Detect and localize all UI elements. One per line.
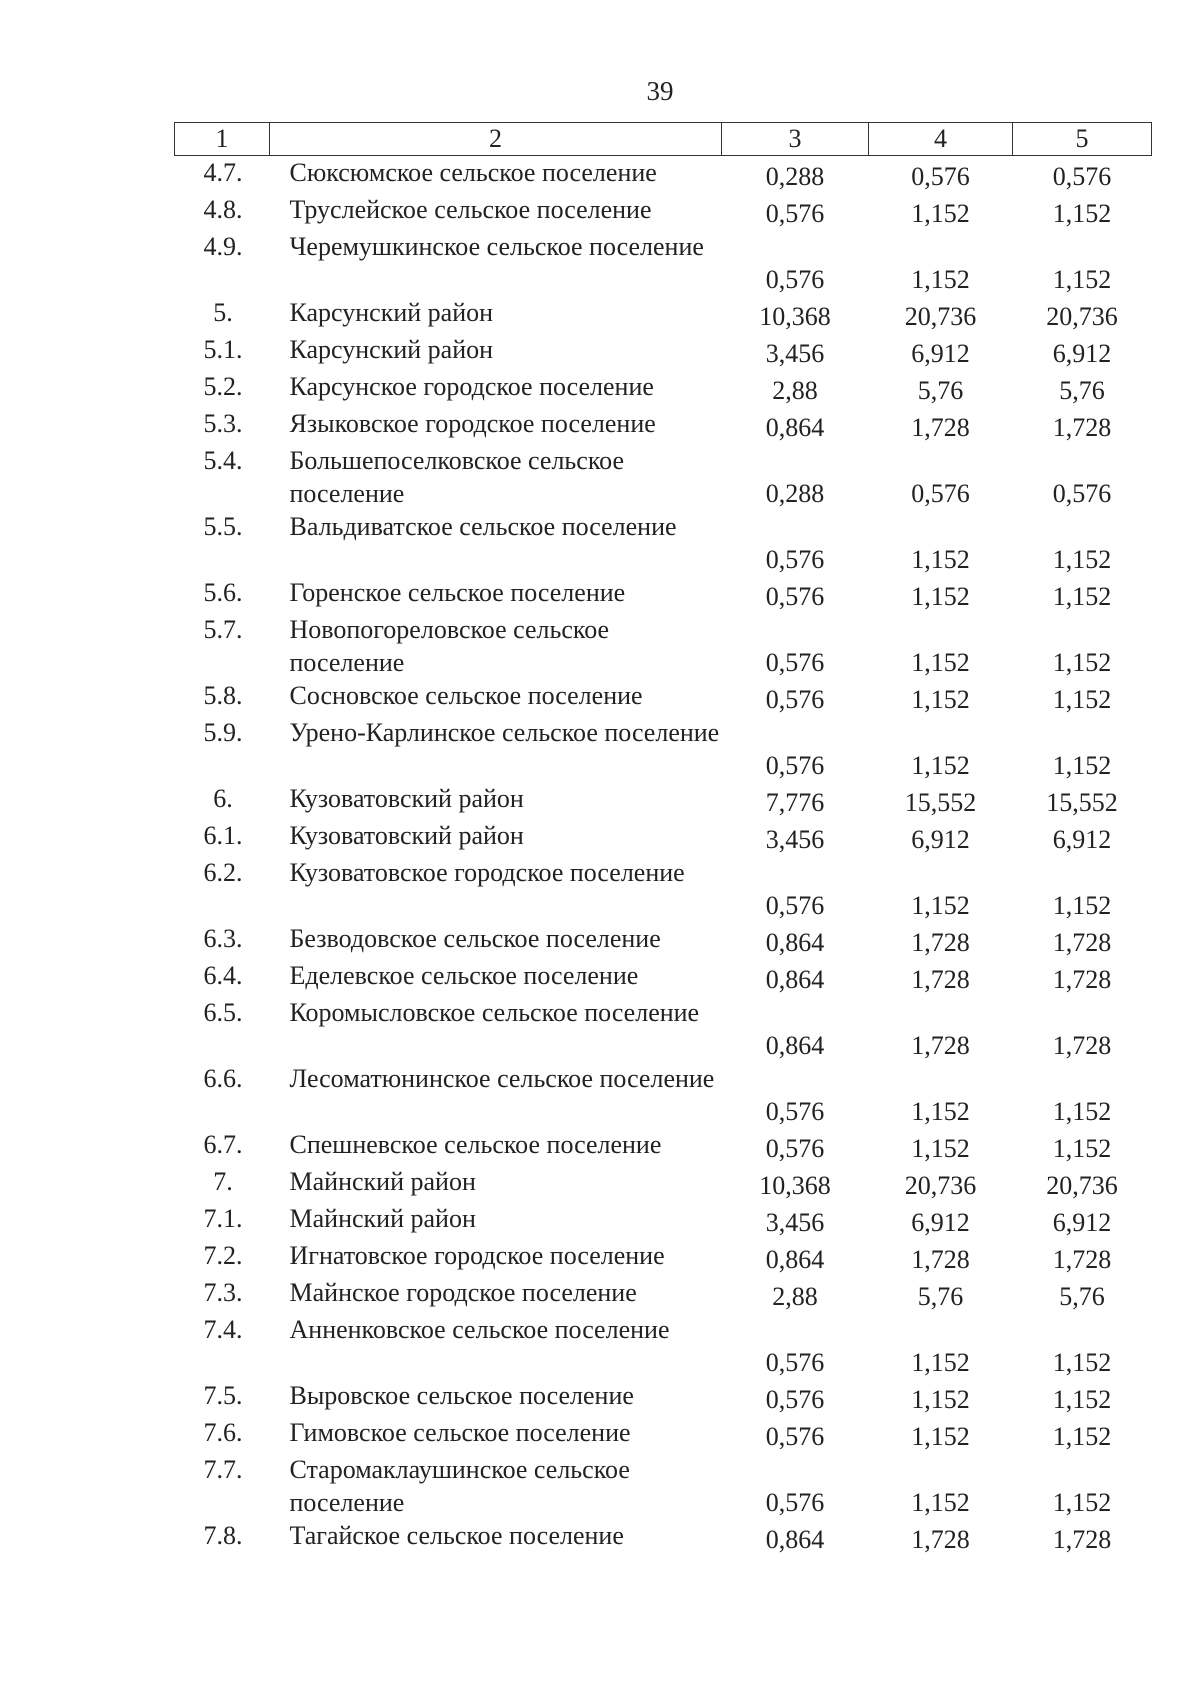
row-name: Игнатовское городское поселение [289, 1241, 665, 1270]
row-number: 5. [213, 298, 233, 327]
row-value-col4: 1,152 [911, 648, 970, 677]
row-value-col3: 0,864 [765, 1031, 825, 1060]
row-value-col5: 6,912 [1052, 825, 1112, 854]
row-number: 7.7. [203, 1455, 243, 1484]
row-value-col3: 0,576 [765, 891, 825, 920]
table-row [175, 679, 1152, 716]
header-col-4: 4 [869, 123, 1013, 156]
header-col-1: 1 [175, 123, 270, 156]
row-name: Старомаклаушинское сельское поселение [289, 1455, 630, 1517]
row-value-col5: 5,76 [1059, 376, 1105, 405]
row-value-col5: 15,552 [1046, 788, 1118, 817]
row-number: 7.1. [203, 1204, 243, 1233]
row-value-col4: 1,152 [911, 1097, 970, 1126]
row-value-col5: 1,152 [1052, 1097, 1112, 1126]
row-number: 7.5. [203, 1381, 243, 1410]
row-value-col5: 1,152 [1052, 199, 1112, 228]
table-row [175, 959, 1152, 996]
row-name: Лесоматюнинское сельское поселение [289, 1064, 715, 1093]
row-number: 5.9. [203, 718, 243, 747]
row-name: Горенское сельское поселение [289, 578, 626, 607]
row-name: Безводовское сельское поселение [289, 924, 661, 953]
row-value-col3: 0,576 [765, 545, 825, 574]
row-value-col3: 2,88 [772, 376, 818, 405]
row-value-col3: 3,456 [765, 339, 825, 368]
table-row [175, 856, 1152, 922]
row-number: 5.8. [203, 681, 243, 710]
row-name: Выровское сельское поселение [289, 1381, 634, 1410]
header-col-2: 2 [270, 123, 722, 156]
row-name: Вальдиватское сельское поселение [289, 512, 677, 541]
row-value-col3: 0,576 [765, 1422, 825, 1451]
row-number: 6.4. [203, 961, 243, 990]
row-value-col4: 1,152 [911, 199, 970, 228]
row-value-col4: 1,152 [911, 751, 970, 780]
row-value-col4: 1,152 [911, 1134, 970, 1163]
row-value-col4: 20,736 [904, 302, 977, 331]
row-value-col3: 0,864 [765, 1245, 825, 1274]
row-value-col3: 0,576 [765, 1134, 825, 1163]
row-name: Кузоватовское городское поселение [289, 858, 685, 887]
row-value-col3: 3,456 [765, 825, 825, 854]
row-value-col4: 15,552 [904, 788, 977, 817]
row-value-col5: 1,152 [1052, 1385, 1112, 1414]
table-row [175, 1165, 1152, 1202]
row-name: Кузоватовский район [289, 821, 524, 850]
table-row [175, 296, 1152, 333]
row-value-col4: 6,912 [911, 1208, 970, 1237]
row-number: 5.6. [203, 578, 243, 607]
row-value-col3: 7,776 [765, 788, 825, 817]
row-value-col4: 1,728 [911, 1031, 970, 1060]
row-number: 7.6. [203, 1418, 243, 1447]
table-row [175, 1519, 1152, 1556]
row-number: 4.7. [203, 158, 243, 187]
row-name: Сюксюмское сельское поселение [289, 158, 657, 187]
table-row [175, 819, 1152, 856]
row-value-col4: 1,152 [911, 685, 970, 714]
row-value-col4: 1,152 [911, 1385, 970, 1414]
row-value-col5: 1,152 [1052, 1488, 1112, 1517]
row-value-col3: 0,576 [765, 1488, 825, 1517]
table-row [175, 782, 1152, 819]
row-value-col5: 1,152 [1052, 582, 1112, 611]
row-value-col4: 1,152 [911, 1422, 970, 1451]
row-number: 5.1. [203, 335, 243, 364]
row-value-col5: 1,152 [1052, 891, 1112, 920]
row-value-col5: 0,576 [1052, 479, 1112, 508]
row-value-col4: 1,152 [911, 1348, 970, 1377]
row-name: Языковское городское поселение [289, 409, 656, 438]
row-number: 5.7. [203, 615, 243, 644]
row-value-col3: 0,576 [765, 1097, 825, 1126]
row-number: 6.2. [203, 858, 243, 887]
row-name: Карсунский район [289, 335, 494, 364]
row-number: 5.2. [203, 372, 243, 401]
row-number: 7.8. [203, 1521, 243, 1550]
row-number: 5.5. [203, 512, 243, 541]
data-table [174, 122, 1152, 1556]
row-value-col3: 0,576 [765, 265, 825, 294]
row-name: Карсунский район [289, 298, 494, 327]
header-col-5: 5 [1013, 123, 1152, 156]
row-name: Урено-Карлинское сельское поселение [289, 718, 720, 747]
row-value-col5: 6,912 [1052, 1208, 1112, 1237]
row-number: 6.6. [203, 1064, 243, 1093]
row-value-col5: 1,152 [1052, 545, 1112, 574]
row-value-col4: 6,912 [911, 339, 970, 368]
row-name: Майнское городское поселение [289, 1278, 637, 1307]
table-row [175, 230, 1152, 296]
row-name: Черемушкинское сельское поселение [289, 232, 704, 261]
table-row [175, 1276, 1152, 1313]
row-name: Тагайское сельское поселение [289, 1521, 624, 1550]
row-name: Карсунское городское поселение [289, 372, 654, 401]
table-row [175, 333, 1152, 370]
row-name: Коромысловское сельское поселение [289, 998, 700, 1027]
row-value-col3: 0,576 [765, 199, 825, 228]
row-value-col5: 0,576 [1052, 162, 1112, 191]
row-value-col4: 1,728 [911, 1245, 970, 1274]
row-value-col3: 0,288 [765, 162, 825, 191]
row-name: Новопогореловское сельское поселение [289, 615, 610, 677]
row-value-col3: 0,288 [765, 479, 825, 508]
row-value-col3: 2,88 [772, 1282, 818, 1311]
row-value-col5: 20,736 [1046, 1171, 1118, 1200]
row-value-col5: 1,728 [1052, 1245, 1112, 1274]
row-value-col3: 0,576 [765, 648, 825, 677]
row-value-col4: 5,76 [917, 1282, 964, 1311]
row-value-col5: 5,76 [1059, 1282, 1105, 1311]
row-value-col3: 0,576 [765, 685, 825, 714]
row-value-col5: 1,728 [1052, 965, 1112, 994]
row-value-col4: 1,152 [911, 582, 970, 611]
row-value-col4: 1,728 [911, 965, 970, 994]
table-row [175, 1239, 1152, 1276]
row-value-col4: 0,576 [911, 479, 970, 508]
row-value-col3: 10,368 [759, 1171, 831, 1200]
table-body [175, 156, 1152, 1557]
row-name: Майнский район [289, 1204, 476, 1233]
table-row [175, 510, 1152, 576]
header-row [175, 123, 1152, 156]
row-value-col4: 1,152 [911, 545, 970, 574]
row-name: Труслейское сельское поселение [289, 195, 652, 224]
row-value-col3: 10,368 [759, 302, 831, 331]
row-value-col3: 0,864 [765, 965, 825, 994]
row-value-col4: 6,912 [911, 825, 970, 854]
row-value-col5: 1,728 [1052, 1525, 1112, 1554]
row-number: 4.9. [203, 232, 243, 261]
row-value-col3: 0,864 [765, 413, 825, 442]
table-row [175, 193, 1152, 230]
row-number: 6.1. [203, 821, 243, 850]
row-value-col5: 1,152 [1052, 751, 1112, 780]
table-row [175, 1062, 1152, 1128]
table-row [175, 1202, 1152, 1239]
row-value-col5: 1,152 [1052, 685, 1112, 714]
row-name: Кузоватовский район [289, 784, 524, 813]
table-row [175, 1453, 1152, 1519]
row-value-col5: 1,728 [1052, 413, 1112, 442]
table-row [175, 716, 1152, 782]
row-number: 6. [213, 784, 233, 813]
row-value-col5: 1,728 [1052, 928, 1112, 957]
table-row [175, 1379, 1152, 1416]
row-name: Еделевское сельское поселение [289, 961, 639, 990]
table-row [175, 576, 1152, 613]
row-value-col5: 20,736 [1046, 302, 1118, 331]
row-name: Большепоселковское сельское поселение [289, 446, 624, 508]
row-number: 7.4. [203, 1315, 243, 1344]
row-value-col5: 6,912 [1052, 339, 1112, 368]
row-value-col3: 3,456 [765, 1208, 825, 1237]
row-value-col3: 0,576 [765, 751, 825, 780]
table-row [175, 370, 1152, 407]
row-value-col5: 1,152 [1052, 265, 1112, 294]
row-number: 7.2. [203, 1241, 243, 1270]
row-value-col5: 1,152 [1052, 1348, 1112, 1377]
row-value-col3: 0,864 [765, 928, 825, 957]
row-value-col4: 1,728 [911, 928, 970, 957]
row-number: 6.3. [203, 924, 243, 953]
row-name: Анненковское сельское поселение [289, 1315, 670, 1344]
table-row [175, 156, 1152, 194]
row-value-col4: 1,152 [911, 891, 970, 920]
page-number: 39 [646, 76, 674, 106]
row-value-col4: 5,76 [917, 376, 964, 405]
row-value-col5: 1,152 [1052, 1422, 1112, 1451]
table-row [175, 613, 1152, 679]
row-number: 7.3. [203, 1278, 243, 1307]
table-row [175, 1416, 1152, 1453]
row-value-col4: 1,728 [911, 413, 970, 442]
table-row [175, 407, 1152, 444]
row-value-col5: 1,728 [1052, 1031, 1112, 1060]
row-value-col5: 1,152 [1052, 1134, 1112, 1163]
row-value-col3: 0,576 [765, 582, 825, 611]
table-row [175, 996, 1152, 1062]
row-value-col3: 0,576 [765, 1385, 825, 1414]
table-row [175, 1313, 1152, 1379]
row-name: Спешневское сельское поселение [289, 1130, 662, 1159]
table-header [175, 123, 1152, 156]
row-number: 4.8. [203, 195, 243, 224]
row-name: Гимовское сельское поселение [289, 1418, 631, 1447]
row-value-col4: 1,728 [911, 1525, 970, 1554]
row-number: 6.7. [203, 1130, 243, 1159]
row-value-col4: 1,152 [911, 1488, 970, 1517]
row-value-col3: 0,576 [765, 1348, 825, 1377]
row-number: 6.5. [203, 998, 243, 1027]
header-col-3: 3 [722, 123, 869, 156]
table-row [175, 444, 1152, 510]
row-value-col4: 0,576 [911, 162, 970, 191]
row-value-col4: 1,152 [911, 265, 970, 294]
row-name: Майнский район [289, 1167, 476, 1196]
row-number: 7. [213, 1167, 233, 1196]
row-value-col5: 1,152 [1052, 648, 1112, 677]
row-number: 5.3. [203, 409, 243, 438]
row-number: 5.4. [203, 446, 243, 475]
row-value-col3: 0,864 [765, 1525, 825, 1554]
row-value-col4: 20,736 [904, 1171, 977, 1200]
row-name: Сосновское сельское поселение [289, 681, 643, 710]
table-row [175, 922, 1152, 959]
table-row [175, 1128, 1152, 1165]
